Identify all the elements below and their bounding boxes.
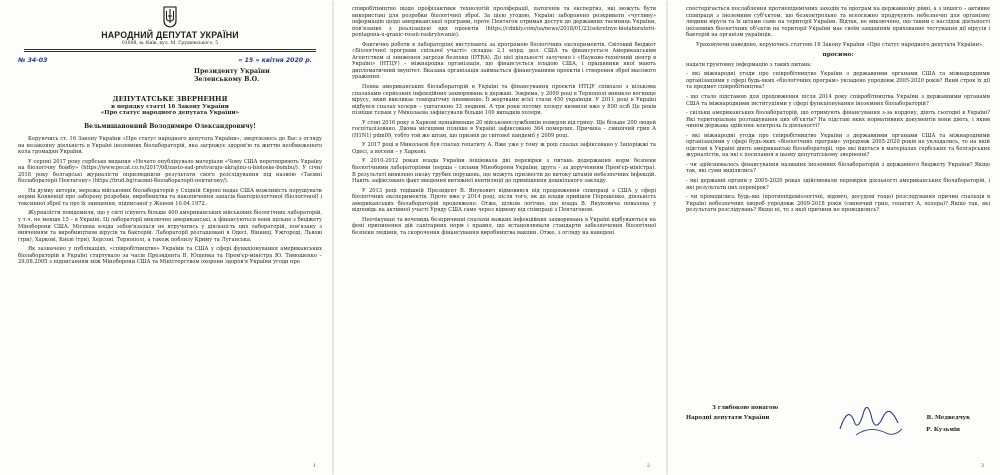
org-name: НАРОДНИЙ ДЕПУТАТ УКРАЇНИ [101,30,239,40]
greeting: Вельмишановний Володимире Олександровичу! [84,123,256,130]
paragraph: У 2013 році тодішній Президент В. Янукович відмовився від продовження співпраці з США у сфері біологічних експериментів. Проте вже у 2014 році, після того, як до влади прийшов Порошенко, діяльність американських біолабораторій продовжено. Отже, цілком логічно, що влада В. Януковича повалена у відповідь на активної участі Уряду США саме через відмову від співпраці з Пентагоном. [352,187,656,214]
signature-block [686,405,990,433]
page-number: 2 [646,463,650,469]
header-divider [24,49,316,52]
paragraph: У серпні 2017 року сербське видання «Нечато опублікувало матеріали «Чому США перетворюють Україну на біологічну бомбу» (https://www.pecat.co.rs/2017/08/zasto-sad-pretvaraju-ukrajinu-u-bioloske-bombu/). У січні 2018 року болгарські журналісти оприлюднили результати свого розслідування під назвою «Таємні біолабораторії Пентагону» (https://trud.bg/таємні-біолабораторії-пентагону/). [18,158,322,185]
request-item: - що стало підставою для продовження після 2014 року співробітництва України з державними органами США та міжнародними інституціями у сфері функціонування іноземних біолабораторій? [686,94,990,107]
document-page-3 [668,0,1000,475]
request-item: - які державні органи у 2005-2020 роках здійснювали перевірки діяльності американських біолабораторій, і які результати цих перевірок? [686,178,990,191]
paragraph: Поява американських біолабораторій в Україні та фінансування проектів НТЦУ співпало з кількома спалахами серйозних інфекційних захворювань в державі. Зокрема, у 2009 році в Тернополі виникло вогнище вірусу, який викликає геморагічну пневмонію. Її жертвами всієї стали 450 українців. У 2011 році в Україні відбувся спалах холери – уштатнено 33 людини. А три роки потому холеру виявили вже у 800 осіб Це років пізніше тільки у Миколаєва зафіксували більше 100 випадків холери. [352,84,656,117]
ukraine-trident-icon [163,6,177,28]
document-subtitle-2: «Про статус народного депутата України» [100,110,240,116]
paragraph: У 2017 році в Миколаєві був спалах гепатиту А. Вже уже у тому ж році спалах зафіксовано у Запоріжжі та Одесі, а восени – у Харкові. [352,142,656,155]
paragraph: Як зазначено у публікаціях, «співробітництво» України та США у сфері функціонування американських біолабораторій в Україні стартувало за часів Президента В. Ющенка та Прем'єр-міністра Ю. Тимошенко – 29.08.2005 з підписанням між Міноборони США та Міністерством охорони здоров'я України угоди про [18,246,322,266]
paragraph: спостерігається послаблення протиепідемічних заходів та програм на державному рівні, а з іншого – активне співпраця з іноземним суб'єктом, що безконтрольно та всеосяжно продукують небезпечні для організму людини віруси та їх штами саме на території України. Відтак, не виключено, що таким є наслідок діяльності іноземних біологічних об'єктів на території України має своїм завданням прихование тестування дії вірусів і бактерій на організм українців. [686,6,990,39]
paragraph: Ураховуючи наведене, керуючись статтею 16 Закону України «Про статус народного депутата України», [696,41,984,48]
paragraph: У 2010-2012 роках влада України ініціювала дві перевірки з питань додержання норм безпеки біологічними лабораторіями (перша – силами Міноборони України, друга – за дорученням Прем'єр-міністра). В результаті виявлено низку грубих порушень, що можуть призвести до витоку штамів небезпечних інфекцій. Навіть зафіксовано факт введення витяжної вентиляції до приміщення дошкільного закладу. [352,158,656,185]
request-label: просимо: [822,52,854,59]
paragraph: Керуючись ст. 16 Закону України «Про статус народного депутата України», звертаємось до Вас з огляду на незаконну діяльність в Україні іноземних біолабораторій, яка загрожує здоров'ю та життю необмеженого кола громадян України. [18,136,322,156]
paragraph: співробітництво щодо профілактики технологій проліферації, патогенів та експертиз, які можуть бути використані для розробки біологічної зброї. За цією угодою, Україні заборонено розкривати «чутливу» інформацію щодо американської програми, проте Пентагон отримав доступ до державних таємниць України, пов'язаних з реалізацією цих проектів (https://cdnkiy.com/ua/news/2018/01/23/sekretnye-biolaboratorii-pentagona-u-granic-rossii-raskrylovanie). [352,6,656,39]
request-item: - чи здійснювалось фінансування названих іноземних біолабораторій з державного бюджету України? Якщо так, які суми виділялись? [686,161,990,175]
document-title: ДЕПУТАТСЬКЕ ЗВЕРНЕННЯ [112,95,228,103]
request-item: надати ґрунтовну інформацію з таких питань: [686,61,812,68]
paragraph: У січні 2016 року в Харкові щонайменше 20 військовослужбовців померли від грипу. Ще більше 200 людей госпіталізовано. Двома місяцями пізніше в Україні зафіксовано 364 померлих. Причина – свинячий грип A (H1N1) pdm09, тобто той же штам, що призвів до світової пандемії у 2009 році. [352,119,656,139]
signer-1: В. Медведчук [926,415,970,421]
document-page-1 [0,0,332,475]
page-number: 1 [312,463,316,469]
request-item: - скільки американських біолабораторій, що отримують фінансування з-за кордону, діють сьогодні в Україні? Які територіальне розташування цих об'єктів? На підставі яких нормативних документів вони діють, і яким чином держава здійснює контроль їх діяльності? [686,110,990,130]
closing: З глибокою повагою [712,405,779,411]
addressee-name: Зеленському В.О. [194,76,260,83]
addressee-position: Президенту України [194,68,270,75]
signer-title: Народні депутати України [686,415,770,421]
paragraph: Фактично роботи в лабораторіях виступають за програмою біологічних експериментів. Світовий бюджет «Біологічної програми спільної участі» складає 2,1 млрд. дол. США та фінансується Американським Агентством зі зниження загрози безпеки (DTRA). До цієї діяльності залучено і «Науково-технічний центр в Україні» (НТЦУ) – міжнародна організація, що фінансується владою США, і працівники якої мають дипломатичний імунітет. Вказана організація займається фінансуванням проектів і створення зброї масового ураження. [352,41,656,81]
paragraph: Неочікувані та вочевидь безпричинні спалахи важких інфекційних захворювань в Україні відбуваються на фоні припинення дій санітарних норм і правил, що встановлювали стандарти забезпечення біологічної безпеки людини, та скорочення фінансування виробництва вакцин. Отже, з огляду на наведені [352,216,656,236]
paragraph: На думку авторів, мережа військових біолабораторій у Східній Європі надає США можливість порушувати норми Конвенції про заборону розробки, виробництва та накопичення запасів бактеріологічної (біологічної) і токсинної зброї та про їх знищення, підписаної у Женеві 10.04.1972. [18,187,322,207]
outgoing-number-row [18,57,312,64]
handwritten-signature-icon [836,399,906,439]
request-item: - чи проводились будь-які (протиепідеміологічні, відомчі, досудові тощо) розслідування причин спалахів в Україні небезпечних хвороб упродовж 2009-2018 років (свинячий грип, гепатит А, холера)? Якщо так, які результати розслідувань? Якщо ні, то з якої причини не проводились? [686,194,990,214]
request-item: - які міжнародні угоди про співробітництво України з державними органами США та міжнародними організаціями у сфері будь-яких «біологічних програм» укладено упродовж 2005-2020 років? Який строк їх дії та предмет співробітництва? [686,71,990,91]
paragraph: Журналісти повідомили, що у світі існують більше 400 американських військових біологічних лабораторій, у т.ч. не менше 15 – в Україні. Ці лабораторії виключно американські, а фінансуються вони щільно з бюджету Міноборони США. Місцева влада зобов'язалася не втручатись у діяльність цих лабораторій, пов'язану з вивченням та виробництвом вірусів та бактерій. Лабораторії розташовані в Одесі, Вінниці, Ужгороді, Львові (три), Харкові, Києві (три), Херсоні, Тернополі, а також поблизу Криму та Луганська. [18,210,322,243]
outgoing-number: № 34-03 [18,57,48,64]
org-address: 01008, м. Київ, вул. М. Грушевського, 5 [121,41,219,46]
request-item: - які міжнародні угоди про співробітництво України з державними органами США та міжнародними організаціями у сфері будь-яких «біологічних програм» упродовж 2005-2020 років не укладались, то на якій підставі в Україні діють американські біолабораторії, про які йдеться в матеріалах сербських та болгарських журналістів, на які є посилання в цьому депутатському зверненні? [686,132,990,159]
page-number: 3 [980,463,984,469]
signer-2: Р. Кузьмін [926,427,960,433]
document-subtitle-1: в порядку статті 16 Закону України [111,104,229,110]
document-page-2 [334,0,666,475]
letter-date: « 15 » квітня 2020 р. [238,57,312,64]
